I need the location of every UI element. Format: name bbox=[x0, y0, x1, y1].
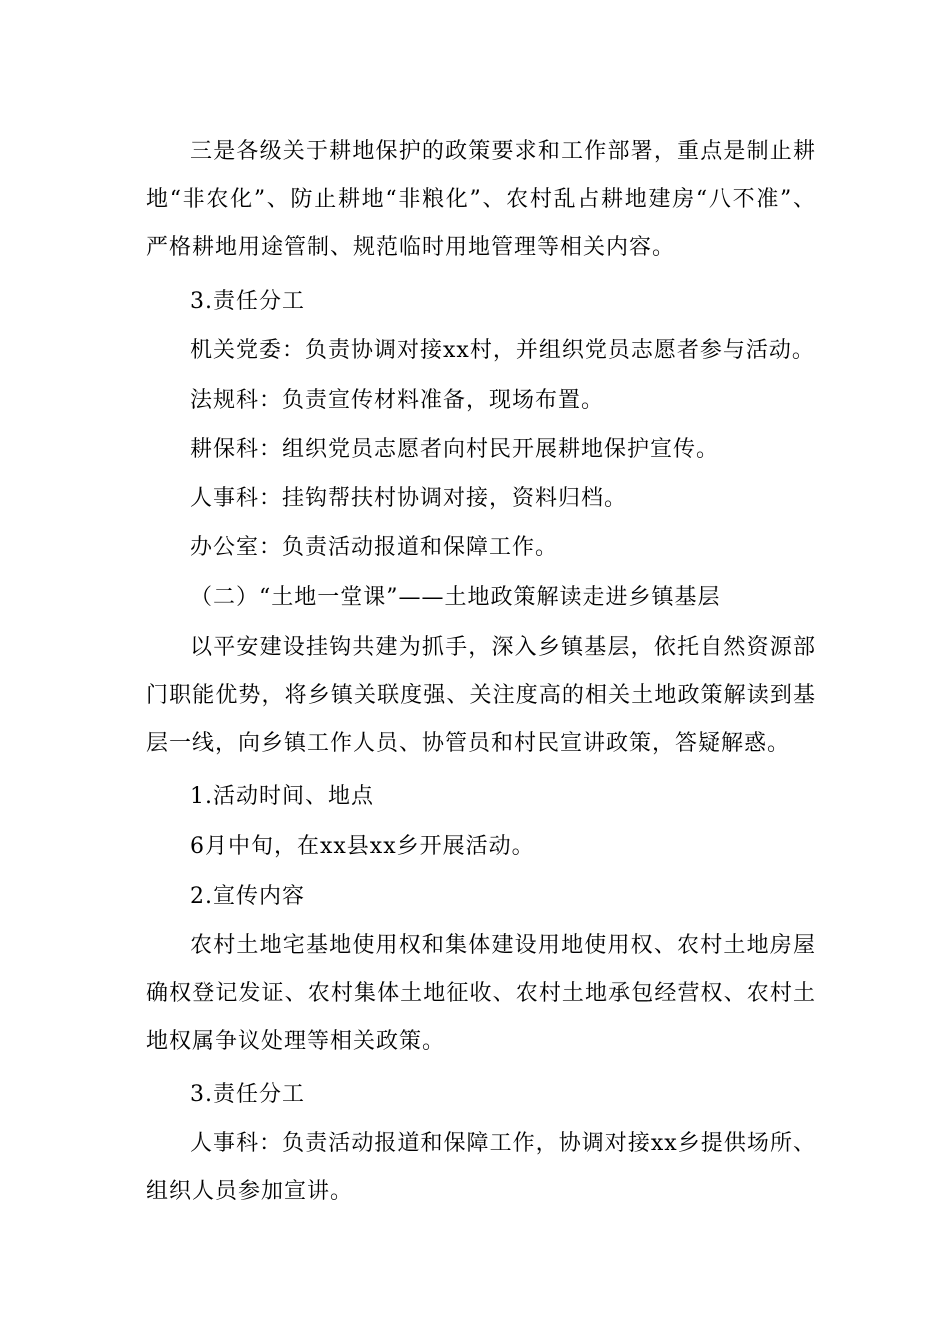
heading-time-place: 1.活动时间、地点 bbox=[190, 784, 374, 809]
section-heading-2: （二）“土地一堂课”——土地政策解读走进乡镇基层 bbox=[190, 585, 721, 610]
paragraph-time-place: 6月中旬，在xx县xx乡开展活动。 bbox=[190, 834, 535, 859]
paragraph-farmland-policy: 三是各级关于耕地保护的政策要求和工作部署，重点是制止耕地“非农化”、防止耕地“非粮化”、农村乱占耕地建房“八不准”、严格耕地用途管制、规范临时用地管理等相关内容。 bbox=[146, 139, 816, 260]
paragraph-personnel-duty: 人事科：负责活动报道和保障工作，协调对接xx乡提供场所、组织人员参加宣讲。 bbox=[146, 1131, 816, 1204]
heading-responsibility-2: 3.责任分工 bbox=[190, 1082, 305, 1107]
paragraph-legal-section: 法规科：负责宣传材料准备，现场布置。 bbox=[190, 388, 605, 413]
heading-content: 2.宣传内容 bbox=[190, 884, 305, 909]
paragraph-office: 办公室：负责活动报道和保障工作。 bbox=[190, 535, 559, 560]
paragraph-content: 农村土地宅基地使用权和集体建设用地使用权、农村土地房屋确权登记发证、农村集体土地征收、农村土地承包经营权、农村土地权属争议处理等相关政策。 bbox=[146, 933, 816, 1054]
paragraph-land-lesson: 以平安建设挂钩共建为抓手，深入乡镇基层，依托自然资源部门职能优势，将乡镇关联度强、关注度高的相关土地政策解读到基层一线，向乡镇工作人员、协管员和村民宣讲政策，答疑解惑。 bbox=[146, 635, 816, 756]
heading-responsibility-1: 3.责任分工 bbox=[190, 289, 305, 314]
paragraph-personnel-section: 人事科：挂钩帮扶村协调对接，资料归档。 bbox=[190, 486, 628, 511]
paragraph-farmland-section: 耕保科：组织党员志愿者向村民开展耕地保护宣传。 bbox=[190, 437, 720, 462]
paragraph-party-committee: 机关党委：负责协调对接xx村，并组织党员志愿者参与活动。 bbox=[190, 338, 815, 363]
